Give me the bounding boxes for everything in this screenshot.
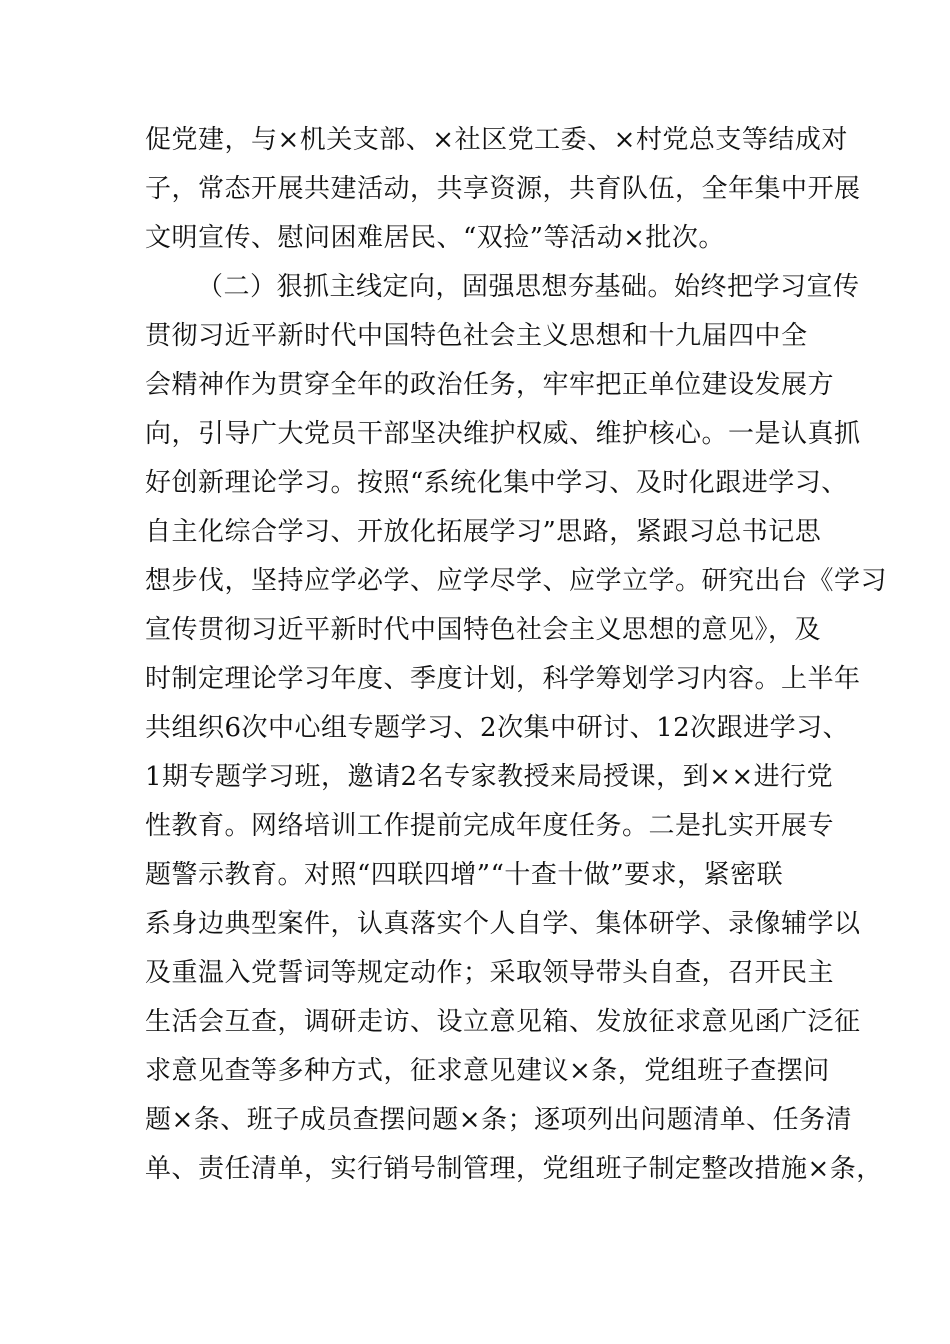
text-line: 促党建，与×机关支部、×社区党工委、×村党总支等结成对 <box>145 125 848 155</box>
section-heading-line: （二）狠抓主线定向，固强思想夯基础。始终把学习宣传 <box>197 272 860 302</box>
text-line: 单、责任清单，实行销号制管理，党组班子制定整改措施×条， <box>145 1154 883 1184</box>
text-line: 会精神作为贯穿全年的政治任务，牢牢把正单位建设发展方 <box>145 370 835 400</box>
text-line: 向，引导广大党员干部坚决维护权威、维护核心。一是认真抓 <box>145 419 861 449</box>
text-line: 共组织6次中心组专题学习、2次集中研讨、12次跟进学习、 <box>145 713 850 743</box>
text-line: 生活会互查，调研走访、设立意见箱、发放征求意见函广泛征 <box>145 1007 861 1037</box>
text-line: 题×条、班子成员查摆问题×条；逐项列出问题清单、任务清 <box>145 1105 853 1135</box>
text-line: 及重温入党誓词等规定动作；采取领导带头自查，召开民主 <box>145 958 835 988</box>
text-line: 文明宣传、慰问困难居民、“双捡”等活动×批次。 <box>145 223 725 253</box>
text-line: 时制定理论学习年度、季度计划，科学筹划学习内容。上半年 <box>145 664 861 694</box>
text-line: 系身边典型案件，认真落实个人自学、集体研学、录像辅学以 <box>145 909 861 939</box>
text-line: 贯彻习近平新时代中国特色社会主义思想和十九届四中全 <box>145 321 808 351</box>
text-line: 自主化综合学习、开放化拓展学习”思路，紧跟习总书记思 <box>145 517 822 547</box>
text-line: 子，常态开展共建活动，共享资源，共育队伍，全年集中开展 <box>145 174 861 204</box>
text-line: 性教育。网络培训工作提前完成年度任务。二是扎实开展专 <box>145 811 835 841</box>
body-text <box>145 116 888 1194</box>
text-line: 题警示教育。对照“四联四增”“十查十做”要求，紧密联 <box>145 860 784 890</box>
text-line: 1期专题学习班，邀请2名专家教授来局授课，到××进行党 <box>145 762 834 792</box>
text-line: 宣传贯彻习近平新时代中国特色社会主义思想的意见》，及 <box>145 615 822 645</box>
text-line: 求意见查等多种方式，征求意见建议×条，党组班子查摆问 <box>145 1056 830 1086</box>
text-line: 想步伐，坚持应学必学、应学尽学、应学立学。研究出台《学习 <box>145 566 888 596</box>
text-line: 好创新理论学习。按照“系统化集中学习、及时化跟进学习、 <box>145 468 848 498</box>
